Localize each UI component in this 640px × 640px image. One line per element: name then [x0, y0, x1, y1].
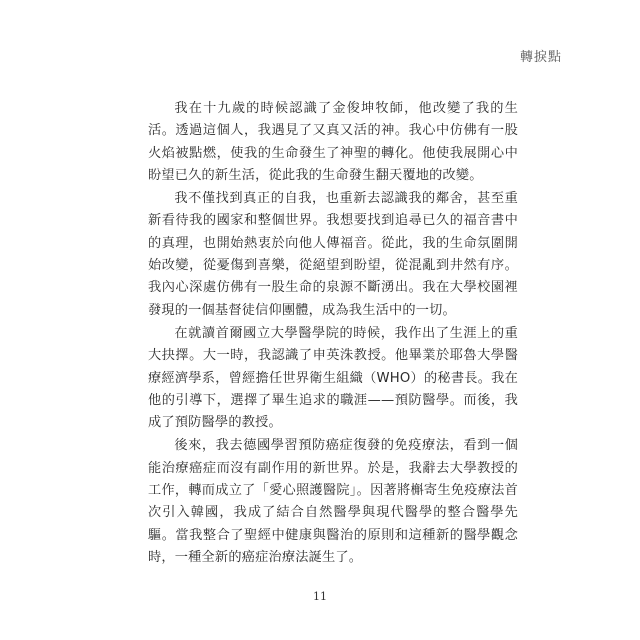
body-text — [148, 98, 518, 570]
paragraph: 後來，我去德國學習預防癌症復發的免疫療法，看到一個能治療癌症而沒有副作用的新世界。於是，我辭去大學教授的工作，轉而成立了「愛心照護醫院」。因著將槲寄生免疫療法首次引入韓國，我成了結合自然醫學與現代醫學的整合醫學先驅。當我整合了聖經中健康與醫治的原則和這種新的醫學觀念時，一種全新的癌症治療法誕生了。 — [148, 438, 518, 565]
page-number: 11 — [313, 590, 327, 603]
paragraph: 我在十九歲的時候認識了金俊坤牧師，他改變了我的生活。透過這個人，我遇見了又真又活的神。我心中仿佛有一股火焰被點燃，使我的生命發生了神聖的轉化。他使我展開心中盼望已久的新生活，從此我的生命發生翻天覆地的改變。 — [148, 101, 518, 183]
paragraph: 在就讀首爾國立大學醫學院的時候，我作出了生涯上的重大抉擇。大一時，我認識了申英洙教授。他畢業於耶魯大學醫療經濟學系，曾經擔任世界衛生組織（WHO）的秘書長。我在他的引導下，選擇了畢生追求的職涯——預防醫學。而後，我成了預防醫學的教授。 — [148, 325, 518, 431]
running-head: 轉捩點 — [519, 50, 562, 65]
paragraph: 我不僅找到真正的自我，也重新去認識我的鄰舍，甚至重新看待我的國家和整個世界。我想要找到追尋已久的福音書中的真理，也開始熱衷於向他人傳福音。從此，我的生命氛圍開始改變，從憂傷到喜樂，從絕望到盼望，從混亂到井然有序。我內心深處仿佛有一股生命的泉源不斷湧出。我在大學校園裡發現的一個基督徒信仰團體，成為我生活中的一切。 — [148, 191, 518, 318]
